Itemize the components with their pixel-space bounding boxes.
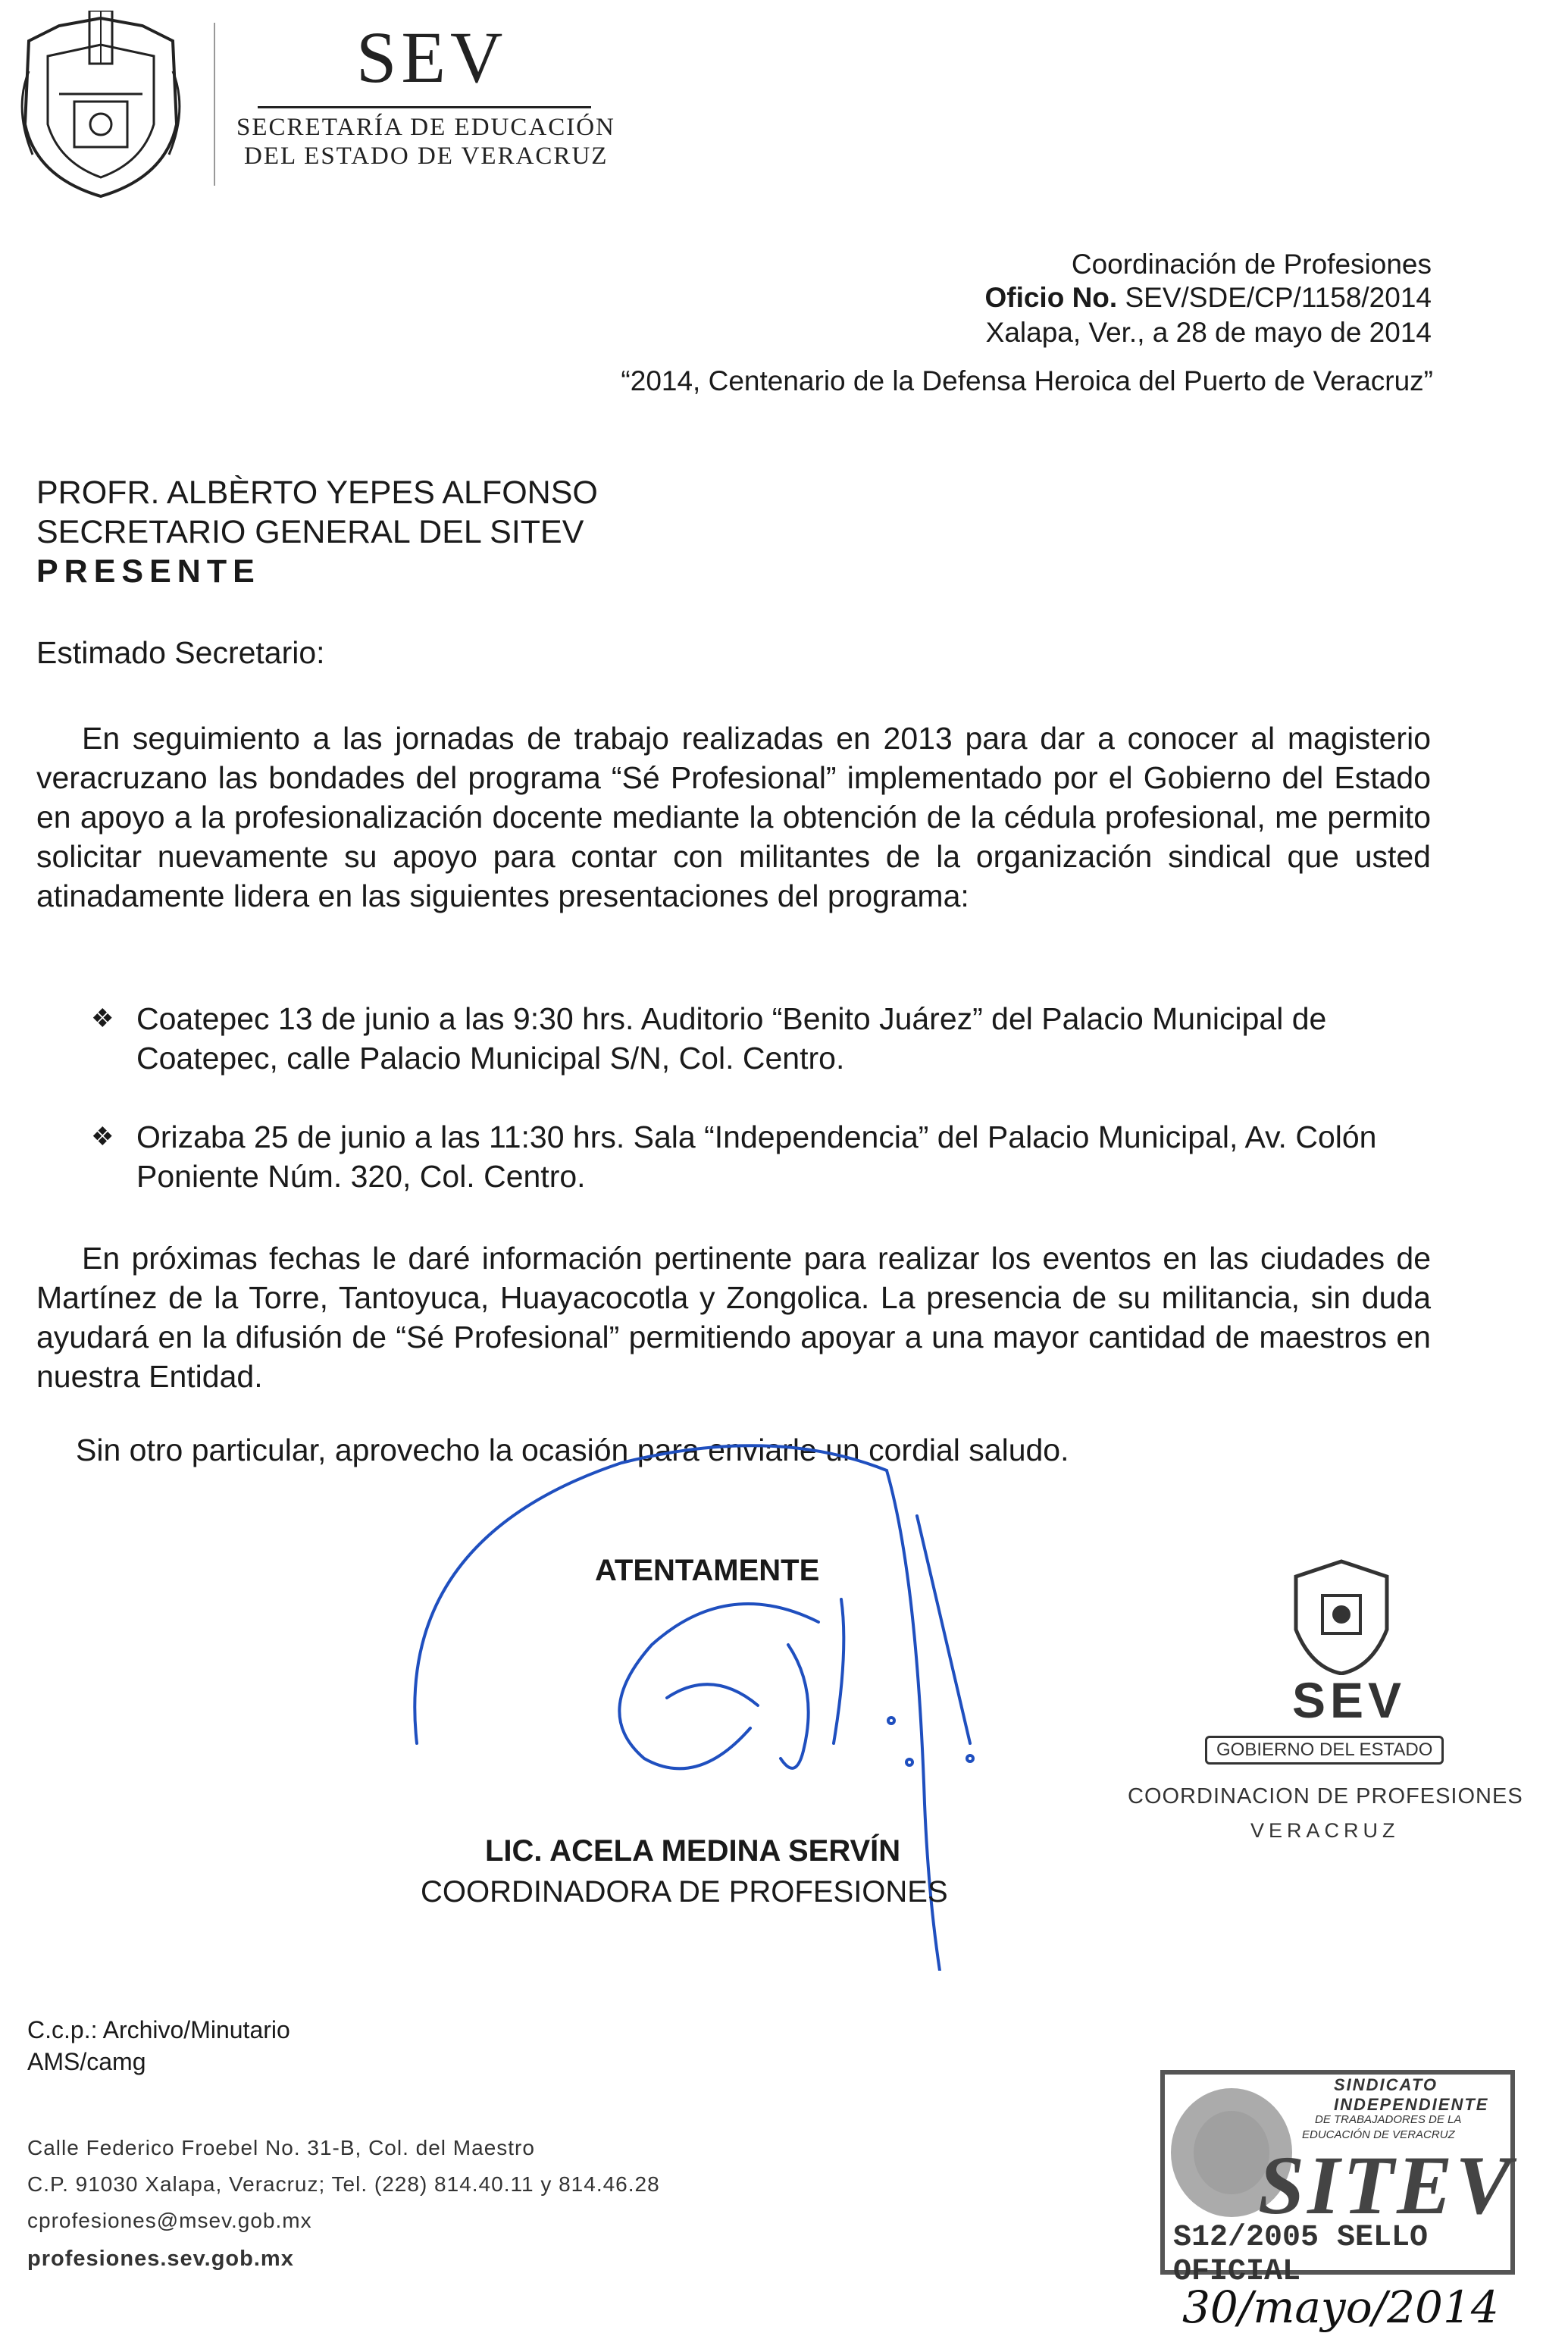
ccp-line: C.c.p.: Archivo/Minutario	[27, 2016, 290, 2043]
addressee-title: SECRETARIO GENERAL DEL SITEV	[36, 514, 584, 550]
signer-name: LIC. ACELA MEDINA SERVÍN	[485, 1834, 901, 1868]
oficio-label: Oficio No.	[984, 282, 1118, 313]
place-date: Xalapa, Ver., a 28 de mayo de 2014	[985, 317, 1432, 348]
diamond-bullet-icon: ❖	[91, 1004, 114, 1033]
list-item-text: Coatepec 13 de junio a las 9:30 hrs. Auditorio “Benito Juárez” del Palacio Municipal de Coatepec, calle Palacio Municipal S/N, Col. Centro.	[136, 1001, 1327, 1076]
salutation: Estimado Secretario:	[36, 635, 325, 670]
footer-address: Calle Federico Froebel No. 31-B, Col. del Maestro	[27, 2136, 535, 2159]
list-item	[91, 1117, 1425, 1196]
atentamente-label: ATENTAMENTE	[595, 1554, 820, 1587]
letterhead-divider	[214, 23, 215, 186]
handwritten-receipt-date: 30/mayo/2014	[1182, 2281, 1499, 2333]
sitev-title: SINDICATO INDEPENDIENTE	[1334, 2075, 1489, 2114]
body-paragraph-1: En seguimiento a las jornadas de trabajo realizadas en 2013 para dar a conocer al magisterio veracruzano las bondades del programa “Sé Profesional” implementado por el Gobierno del Estado en apoyo a la profesionalización docente mediante la obtención de la cédula profesional, me permito solicitar nuevamente su apoyo para contar con militantes de la organización sindical que usted atinadamente lidera en las siguientes presentaciones del programa:	[36, 721, 1431, 913]
footer-email: cprofesiones@msev.gob.mx	[27, 2209, 312, 2232]
oficio-value: SEV/SDE/CP/1158/2014	[1125, 282, 1432, 313]
diamond-bullet-icon: ❖	[91, 1123, 114, 1151]
body-paragraph-2: En próximas fechas le daré información pertinente para realizar los eventos en las ciudades de Martínez de la Torre, Tantoyuca, Huayacocotla y Zongolica. La presencia de su militancia, sin duda ayudará en la difusión de “Sé Profesional” permitiendo apoyar a una mayor cantidad de maestros en nuestra Entidad.	[36, 1241, 1431, 1394]
veracruz-coat-of-arms-logo	[14, 11, 188, 200]
closing-line: Sin otro particular, aprovecho la ocasión para enviarle un cordial saludo.	[76, 1433, 1069, 1467]
letterhead-line1: SECRETARÍA DE EDUCACIÓN	[236, 114, 615, 141]
stamp-coat-of-arms-icon	[1281, 1554, 1402, 1675]
initials-line: AMS/camg	[27, 2048, 146, 2075]
presente-label: PRESENTE	[36, 553, 261, 590]
stamp-sev-wordmark: SEV	[1292, 1672, 1407, 1728]
signer-title: COORDINADORA DE PROFESIONES	[421, 1875, 948, 1909]
sitev-logo-text: SITEV	[1258, 2139, 1514, 2231]
official-motto: “2014, Centenario de la Defensa Heroica del Puerto de Veracruz”	[621, 365, 1433, 396]
letterhead-rule	[258, 106, 591, 108]
oficio-number	[984, 282, 1432, 314]
stamp-government-box: GOBIERNO DEL ESTADO	[1205, 1736, 1444, 1765]
footer-website: profesiones.sev.gob.mx	[27, 2247, 294, 2271]
stamp-coordination-text: COORDINACION DE PROFESIONES	[1128, 1784, 1523, 1808]
sev-wordmark: SEV	[356, 17, 508, 98]
department-name: Coordinación de Profesiones	[1071, 249, 1432, 280]
list-item-text: Orizaba 25 de junio a las 11:30 hrs. Sala “Independencia” del Palacio Municipal, Av. Colón Poniente Núm. 320, Col. Centro.	[136, 1120, 1377, 1194]
sitev-seal-code: S12/2005 SELLO OFICIAL	[1173, 2221, 1429, 2289]
stamp-state-text: VERACRUZ	[1250, 1819, 1400, 1842]
sitev-subtitle-2: EDUCACIÓN DE VERACRUZ	[1302, 2128, 1455, 2141]
letterhead-line2: DEL ESTADO DE VERACRUZ	[244, 142, 609, 170]
addressee-name: PROFR. ALBÈRTO YEPES ALFONSO	[36, 474, 598, 511]
sitev-subtitle-1: DE TRABAJADORES DE LA	[1315, 2113, 1462, 2126]
footer-city-phone: C.P. 91030 Xalapa, Veracruz; Tel. (228) 814.40.11 y 814.46.28	[27, 2172, 660, 2196]
list-item	[91, 999, 1425, 1078]
